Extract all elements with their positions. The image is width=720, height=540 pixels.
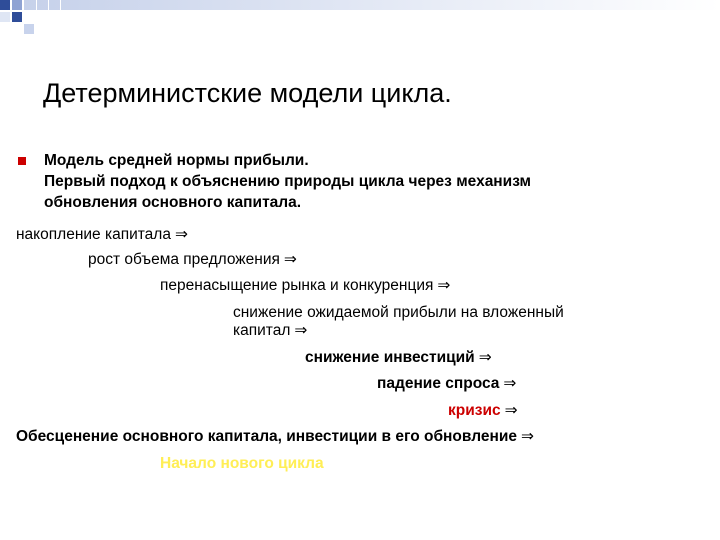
implies-arrow-icon: ⇒ xyxy=(294,322,308,339)
chain-step-accumulation: накопление капитала ⇒ xyxy=(16,226,188,243)
implies-arrow-icon: ⇒ xyxy=(437,277,451,294)
chain-step-demand-drop: падение спроса ⇒ xyxy=(377,375,517,392)
chain-step-new-cycle: Начало нового цикла xyxy=(160,455,324,472)
slide-title: Детерминистские модели цикла. xyxy=(43,78,452,108)
implies-arrow-icon: ⇒ xyxy=(503,375,517,392)
bullet-line-2: Первый подход к объяснению природы цикла через механизм xyxy=(44,173,531,190)
chain-step-profit-decline: снижение ожидаемой прибыли на вложенный xyxy=(233,304,564,321)
chain-step-crisis: кризис ⇒ xyxy=(448,402,518,419)
bullet-item xyxy=(44,150,531,213)
implies-arrow-icon: ⇒ xyxy=(504,402,518,419)
bullet-line-1: Модель средней нормы прибыли. xyxy=(44,152,309,169)
implies-arrow-icon: ⇒ xyxy=(521,428,534,445)
chain-step-supply-growth: рост объема предложения ⇒ xyxy=(88,251,297,268)
bullet-line-3: обновления основного капитала. xyxy=(44,194,302,211)
implies-arrow-icon: ⇒ xyxy=(174,226,188,243)
chain-step-investment-decline: снижение инвестиций ⇒ xyxy=(305,349,492,366)
chain-step-depreciation: Обесценение основного капитала, инвестиции в его обновление ⇒ xyxy=(16,428,534,445)
bullet-square-icon xyxy=(18,157,26,165)
chain-step-profit-decline-cont: капитал ⇒ xyxy=(233,322,308,339)
chain-step-oversaturation: перенасыщение рынка и конкуренция ⇒ xyxy=(160,277,451,294)
implies-arrow-icon: ⇒ xyxy=(478,349,492,366)
implies-arrow-icon: ⇒ xyxy=(283,251,297,268)
header-decoration xyxy=(0,0,720,50)
